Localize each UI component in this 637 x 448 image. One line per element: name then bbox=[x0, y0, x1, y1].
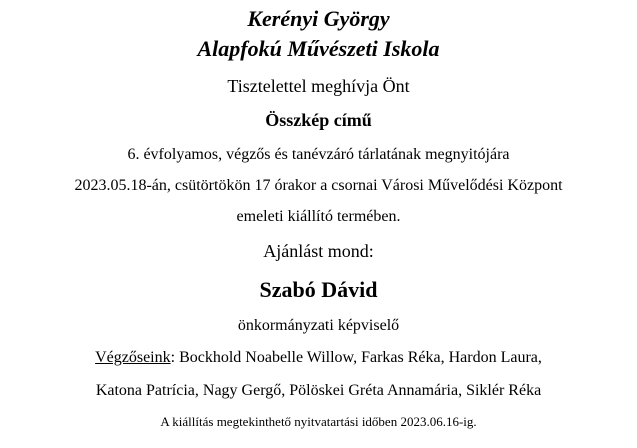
description-line1: 6. évfolyamos, végzős és tanévzáró tárlatának megnyitójára bbox=[127, 146, 510, 163]
school-name-line1: Kerényi György bbox=[247, 6, 390, 31]
invitation-intro: Tisztelettel meghívja Önt bbox=[227, 76, 410, 96]
graduates-line1 bbox=[0, 350, 637, 366]
opening-speech-label: Ajánlást mond: bbox=[263, 241, 374, 261]
graduates-label: Végzőseink bbox=[95, 349, 171, 366]
description-line3: emeleti kiállító termében. bbox=[236, 208, 401, 225]
exhibition-title: Összkép című bbox=[265, 110, 372, 130]
description-line2: 2023.05.18-án, csütörtökön 17 órakor a csornai Városi Művelődési Központ bbox=[74, 177, 563, 194]
speaker-role: önkormányzati képviselő bbox=[237, 317, 400, 334]
school-name-line2: Alapfokú Művészeti Iskola bbox=[197, 36, 440, 61]
footer-note: A kiállítás megtekinthető nyitvatartási időben 2023.06.16-ig. bbox=[160, 414, 477, 429]
graduates-names-line1: : Bockhold Noabelle Willow, Farkas Réka, Hardon Laura, bbox=[170, 349, 542, 366]
graduates-line2: Katona Patrícia, Nagy Gergő, Pölöskei Gréta Annamária, Siklér Réka bbox=[95, 382, 542, 399]
speaker-name: Szabó Dávid bbox=[259, 277, 378, 302]
